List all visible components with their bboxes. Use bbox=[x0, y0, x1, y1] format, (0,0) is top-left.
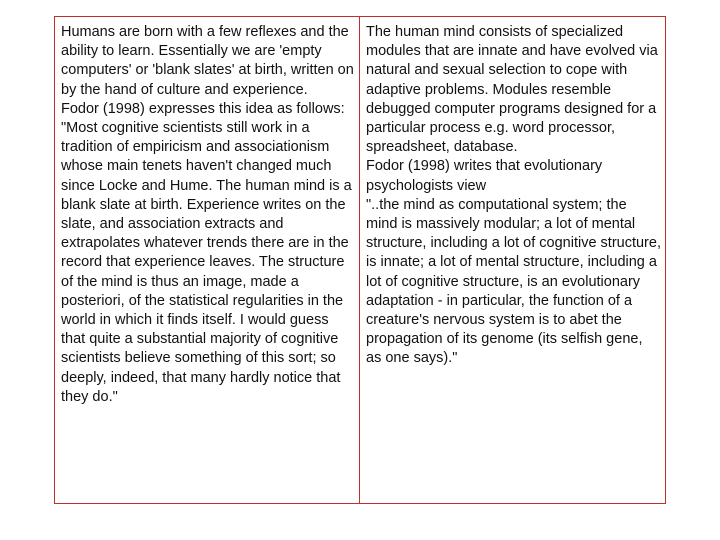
modularity-cell: The human mind consists of specialized modules that are innate and have evolved via natural and sexual selection to cope with adaptive problems. Modules resemble debugged computer programs designed for a particular process e.g. word processor, spreadsheet, database. Fodor (1998) writes that evolutionary psychologists view "..the mind as computational system; the mind is massively modular; a lot of mental structure, including a lot of cognitive structure, is innate; a lot of mental structure, including a lot of cognitive structure, is an evolutionary adaptation - in particular, the function of a creature's nervous system is to abet the propagation of its genome (its selfish gene, as one says)." bbox=[366, 24, 661, 367]
comparison-table bbox=[54, 16, 666, 504]
empiricism-cell: Humans are born with a few reflexes and the ability to learn. Essentially we are 'empty computers' or 'blank slates' at birth, written on by the hand of culture and experience. Fodor (1998) expresses this idea as follows: "Most cognitive scientists still work in a tradition of empiricism and associationism whose main tenets haven't changed much since Locke and Hume. The human mind is a blank slate at birth. Experience writes on the slate, and association extracts and extrapolates whatever trends there are in the record that experience leaves. The structure of the mind is thus an image, made a posteriori, of the statistical regularities in the world in which it finds itself. I would guess that quite a substantial majority of cognitive scientists believe something of this sort; so deeply, indeed, that many hardly notice that they do." bbox=[55, 17, 360, 503]
